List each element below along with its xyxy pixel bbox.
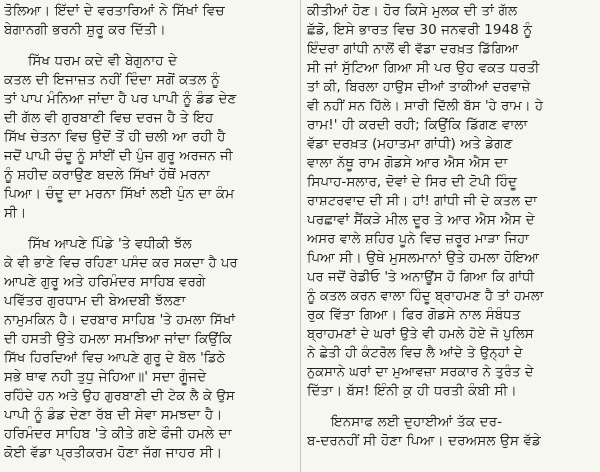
- text-line: ਪਾਪੀ ਨੂੰ ਡੰਡ ਦੇਣਾ ਰੱਬ ਦੀ ਸੇਵਾ ਸਮਝਦਾ ਹੈ।: [4, 407, 223, 423]
- text-line: ਰਾਮ!' ਹੀ ਕਰਦੀ ਰਹੀ; ਕਿਉਂਕਿ ਡਿੱਗਣ ਵਾਲਾ: [307, 117, 528, 133]
- text-line: ਨੁਕਸਾਨੇ ਘਰਾਂ ਦਾ ਮੁਆਵਜ਼ਾ ਸਰਕਾਰ ਨੇ ਤੁਰੰਤ ਦੇ: [307, 365, 534, 380]
- text-line: ਕੀਤੀਆਂ ਹੋਣ। ਹੋਰ ਕਿਸੇ ਮੁਲਕ ਦੀ ਤਾਂ ਗੱਲ: [307, 3, 518, 19]
- text-line: ਕੇ ਵੀ ਭਾਣੇ ਵਿਚ ਰਹਿਣਾ ਪਸੰਦ ਕਰ ਸਕਦਾ ਹੈ ਪਰ: [4, 256, 238, 271]
- left-paragraph-1: [4, 2, 295, 40]
- text-line: ਪਵਿੱਤਰ ਗੁਰਧਾਮ ਦੀ ਬੇਅਦਬੀ ਝੱਲਣਾ: [4, 293, 186, 309]
- text-line: ਸਿੱਖ ਚੇਤਨਾ ਵਿਚ ਉਦੋਂ ਤੋਂ ਹੀ ਚਲੀ ਆ ਰਹੀ ਹੈ: [4, 129, 226, 145]
- text-line: ਬ-ਦਰਨਹੀਂ ਸੀ ਹੋਣਾ ਪਿਆ। ਦਰਅਸਲ ਉਸ ਵੱਡੇ: [307, 433, 541, 449]
- right-paragraph-2: [307, 413, 596, 451]
- text-line: ਕਤਲ ਦੀ ਇਜਾਜ਼ਤ ਨਹੀਂ ਦਿੰਦਾ ਸਗੋਂ ਕਤਲ ਨੂੰ: [4, 72, 220, 88]
- text-line: ਨੇ ਛੇਤੀ ਹੀ ਕੰਟਰੋਲ ਵਿਚ ਲੈ ਆਂਦੇ ਤੇ ਉਨ੍ਹਾਂ ਦੇ: [307, 346, 523, 361]
- text-line: ਆਪਣੇ ਗੁਰੂ ਅਤੇ ਹਰਿਮੰਦਰ ਸਾਹਿਬ ਵਰਗੇ: [4, 274, 206, 290]
- text-line: ਨੂੰ ਸ਼ਹੀਦ ਕਰਾਉਣ ਬਦਲੇ ਸਿੱਖਾਂ ਹੱਥੋਂ ਮਰਨਾ: [4, 167, 211, 183]
- text-line: ਕੋਈ ਵੱਡਾ ਪ੍ਰਤੀਕਰਮ ਹੋਣਾ ਜੱਗ ਜਾਹਰ ਸੀ।: [4, 445, 223, 461]
- text-line: ਰੁਕ ਵਿੱਤਾ ਗਿਆ। ਫਿਰ ਗੋਡਸੇ ਨਾਲ ਸੰਬੰਧਤ: [307, 307, 521, 323]
- text-line: ਇੰਦਰਾ ਗਾਂਧੀ ਨਾਲੋਂ ਵੀ ਵੱਡਾ ਦਰਖ਼ਤ ਡਿੱਗਿਆ: [307, 42, 519, 57]
- text-line: ਪਿਆ ਸੀ। ਉਥੇ ਮੁਸਲਮਾਨਾਂ ਉਤੇ ਹਮਲਾ ਹੋਇਆ: [307, 250, 540, 266]
- text-line: ਸਭੇ ਥਾਵ ਨਹੀ ਤੁਧੁ ਜੇਹਿਆ॥' ਸਦਾ ਗੂੰਜਦੇ: [4, 369, 207, 385]
- text-line: ਸਿੱਖ ਧਰਮ ਕਦੇ ਵੀ ਬੇਗੁਨਾਹ ਦੇ: [28, 53, 178, 69]
- text-line: ਸੀ।: [4, 205, 27, 221]
- text-line: ਬੇਗਾਨਗੀ ਭਰਨੀ ਸ਼ੁਰੂ ਕਰ ਦਿੱਤੀ।: [4, 22, 166, 38]
- text-line: ਸਿੱਖ ਹਿਰਦਿਆਂ ਵਿਚ ਆਪਣੇ ਗੁਰੂ ਦੇ ਬੋਲ 'ਡਿਠੇ: [4, 351, 226, 366]
- right-column: [307, 2, 596, 472]
- text-line: ਪਰਛਾਵਾਂ ਸੈਂਕੜੇ ਮੀਲ ਦੂਰ ਤੇ ਆਰ ਐਸ ਐਸ ਦੇ: [307, 212, 535, 228]
- left-column: [4, 2, 295, 472]
- text-line: ਹਰਿਮੰਦਰ ਸਾਹਿਬ 'ਤੇ ਕੀਤੇ ਗਏ ਫੌਜੀ ਹਮਲੇ ਦਾ: [4, 426, 232, 442]
- text-line: ਵੱਡਾ ਦਰਖ਼ਤ (ਮਹਾਤਮਾ ਗਾਂਧੀ) ਅਤੇ ਡੇਗਣ: [307, 136, 513, 152]
- text-line: ਪਿਆ। ਚੰਦੂ ਦਾ ਮਰਨਾ ਸਿੱਖਾਂ ਲਈ ਪੁੰਨ ਦਾ ਕੰਮ: [4, 186, 235, 202]
- column-divider: [300, 0, 301, 472]
- text-line: ਸਿਪਾਹ-ਸਲਾਰ, ਦੋਵਾਂ ਦੇ ਸਿਰ ਦੀ ਟੋਪੀ ਹਿੰਦੂ: [307, 174, 517, 190]
- text-line: ਇਨਸਾਫ ਲਈ ਦੁਹਾਈਆਂ ਤੱਕ ਦਰ-: [331, 414, 502, 430]
- text-line: ਸੀ ਜਾਂ ਸੁੱਟਿਆ ਗਿਆ ਸੀ ਪਰ ਉਹ ਵਕਤ ਧਰਤੀ: [307, 60, 540, 76]
- text-line: ਛੱਡੋ, ਇਸੇ ਭਾਰਤ ਵਿਚ 30 ਜਨਵਰੀ 1948 ਨੂੰ: [307, 22, 533, 38]
- text-line: ਰਾਸ਼ਟਰਵਾਦ ਦੀ ਸੀ। ਹਾਂ! ਗਾਂਧੀ ਜੀ ਦੇ ਕਤਲ ਦਾ: [307, 194, 538, 209]
- text-line: ਅਸਰ ਵਾਲੇ ਸ਼ਹਿਰ ਪੂਨੇ ਵਿਚ ਜ਼ਰੂਰ ਮਾੜਾ ਜਿਹਾ: [307, 232, 529, 247]
- text-line: ਦੀ ਗੱਲ ਵੀ ਗੁਰਬਾਣੀ ਵਿਚ ਦਰਜ ਹੈ ਤੇ ਇਹ: [4, 110, 214, 126]
- right-paragraph-1: [307, 2, 596, 401]
- text-line: ਵਾਲਾ ਨੱਥੂ ਰਾਮ ਗੋਡਸੇ ਆਰ ਐਸ ਐਸ ਦਾ: [307, 155, 508, 171]
- text-line: ਸਿੱਖ ਆਪਣੇ ਪਿੰਡੇ 'ਤੇ ਵਧੀਕੀ ਝੱਲ: [28, 236, 192, 252]
- left-paragraph-2: [4, 52, 295, 223]
- text-line: ਦੀ ਹਸਤੀ ਉਤੇ ਹਮਲਾ ਸਮਝਿਆ ਜਾਂਦਾ ਕਿਉਂਕਿ: [4, 331, 232, 347]
- text-line: ਤਾਂ ਕੀ, ਬਿਰਲਾ ਹਾਉਸ ਦੀਆਂ ਤਾਕੀਆਂ ਦਰਵਾਜ਼ੇ: [307, 80, 531, 95]
- text-line: ਤੋਲਿਆ। ਇੱਦਾਂ ਦੇ ਵਰਤਾਰਿਆਂ ਨੇ ਸਿੱਖਾਂ ਵਿਚ: [4, 3, 225, 19]
- text-line: ਪਰ ਜਦੋਂ ਰੇਡੀਓ 'ਤੇ ਅਨਾਊਂਸ ਹੋ ਗਿਆ ਕਿ ਗਾਂਧੀ: [307, 270, 535, 285]
- text-line: ਵੀ ਨਹੀਂ ਸਨ ਹਿੱਲੇ। ਸਾਰੀ ਦਿੱਲੀ ਬੱਸ 'ਹੇ ਰਾਮ। ਹੇ: [307, 99, 544, 114]
- left-paragraph-3: [4, 235, 295, 463]
- text-line: ਜਦੋਂ ਪਾਪੀ ਚੰਦੂ ਨੂੰ ਸਾਂਈਂ ਦੀ ਪੁੰਜ ਗੁਰੂ ਅਰਜਨ ਜੀ: [4, 149, 233, 164]
- text-line: ਨਾਮੁਮਕਿਨ ਹੈ। ਦਰਬਾਰ ਸਾਹਿਬ 'ਤੇ ਹਮਲਾ ਸਿੱਖਾਂ: [4, 313, 236, 328]
- text-line: ਤਾਂ ਪਾਪ ਮੰਨਿਆ ਜਾਂਦਾ ਹੈ ਪਰ ਪਾਪੀ ਨੂੰ ਡੰਡ ਦੇਣ: [4, 91, 237, 107]
- text-line: ਬ੍ਰਾਹਮਣਾਂ ਦੇ ਘਰਾਂ ਉਤੇ ਵੀ ਹਮਲੇ ਹੋਏ ਜੋ ਪੁਲਿਸ: [307, 327, 534, 342]
- text-line: ਰਹਿੰਦੇ ਹਨ ਅਤੇ ਉਹ ਗੁਰਬਾਣੀ ਦੀ ਟੇਕ ਲੈ ਕੇ ਉਸ: [4, 389, 235, 404]
- text-line: ਦਿੱਤਾ। ਬੱਸ! ਇੰਨੀ ਕੁ ਹੀ ਧਰਤੀ ਕੰਬੀ ਸੀ।: [307, 383, 517, 399]
- text-line: ਨੂੰ ਕਤਲ ਕਰਨ ਵਾਲਾ ਹਿੰਦੂ ਬ੍ਰਾਹਮਣ ਹੈ ਤਾਂ ਹਮਲਾ: [307, 289, 544, 304]
